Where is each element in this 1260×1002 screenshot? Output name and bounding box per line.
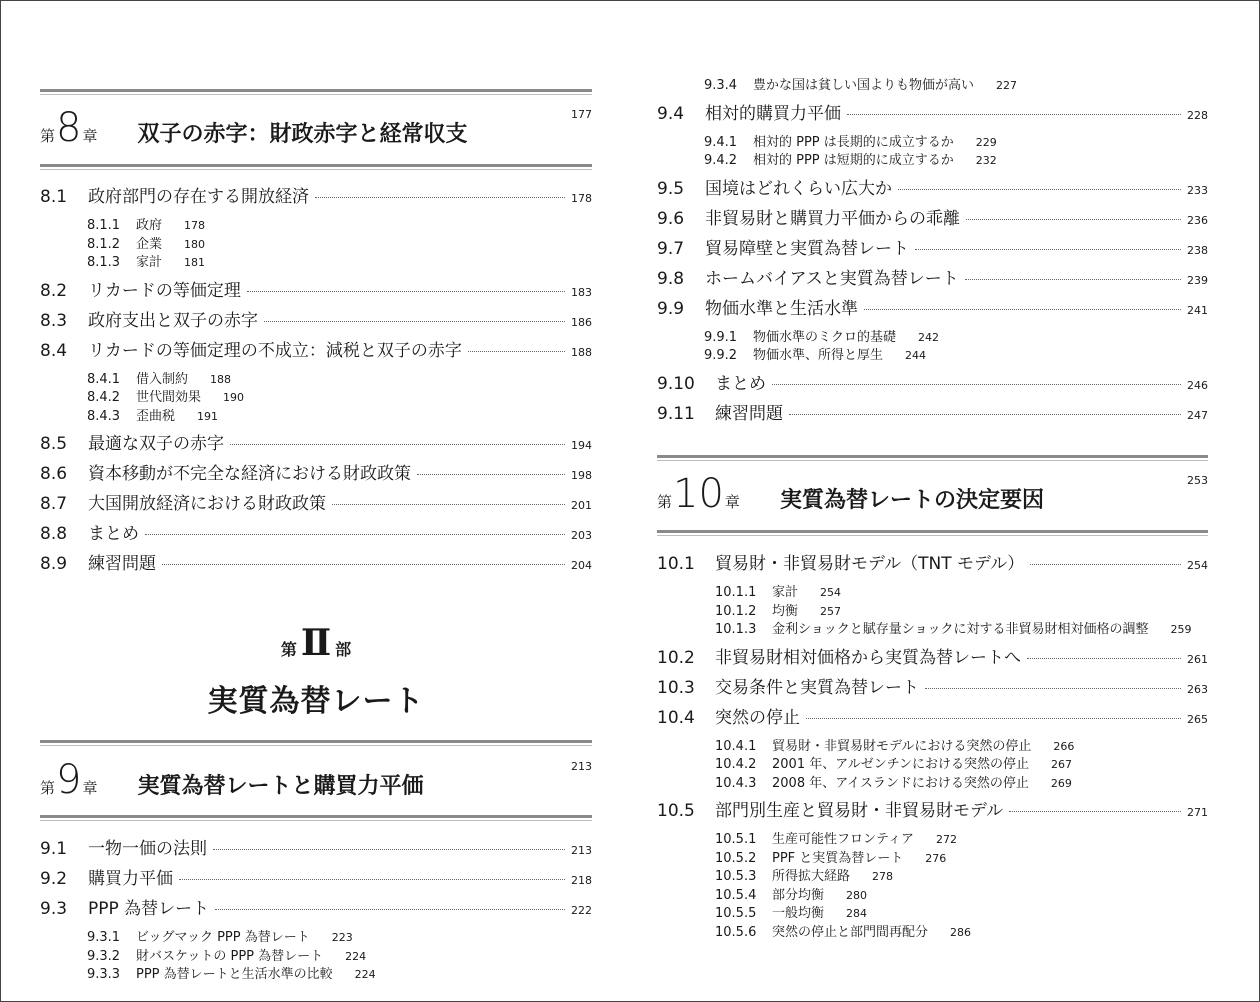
subsection-list	[657, 129, 1208, 174]
section-page: 241	[1187, 303, 1208, 317]
subsection-number: 8.4.1	[87, 371, 121, 387]
subsection-title: 所得拡大経路	[772, 869, 851, 884]
toc-block	[657, 796, 1208, 939]
section-number: 9.9	[657, 298, 685, 319]
toc-subsection[interactable]	[87, 368, 592, 387]
chapter-page: 177	[571, 108, 592, 121]
subsection-number: 10.5.6	[715, 924, 757, 940]
toc-section[interactable]	[40, 864, 592, 894]
toc-subsection[interactable]	[715, 884, 1208, 903]
chapter-rule	[657, 530, 1208, 536]
subsection-title: 相対的 PPP は短期的に成立するか	[753, 153, 954, 168]
toc-section[interactable]	[657, 399, 1208, 429]
chapter-prefix: 第	[657, 493, 673, 511]
chapter-number: 8	[56, 105, 82, 151]
part-title: 実質為替レート	[207, 684, 425, 719]
section-page: 183	[571, 285, 592, 299]
dot-leader	[864, 309, 1181, 310]
subsection-number: 10.5.3	[715, 869, 757, 884]
chapter-heading-10	[657, 471, 1208, 517]
section-number: 9.4	[657, 103, 685, 124]
section-title: 政府支出と双子の赤字	[88, 310, 258, 331]
chapter-page: 253	[1187, 474, 1208, 487]
section-page: 204	[571, 559, 592, 572]
section-number: 10.4	[657, 707, 695, 728]
subsection-page: 180	[184, 237, 206, 251]
subsection-page: 242	[918, 330, 940, 344]
section-title: 交易条件と実質為替レート	[715, 677, 919, 698]
toc-section[interactable]	[657, 369, 1208, 399]
section-number: 10.5	[657, 801, 695, 821]
subsection-page: 178	[184, 219, 206, 232]
toc-subsection[interactable]	[715, 865, 1208, 884]
toc-block	[40, 336, 592, 430]
subsection-page: 190	[223, 391, 245, 404]
chapter-suffix: 章	[82, 127, 98, 145]
subsection-number: 10.5.1	[715, 832, 757, 847]
section-title: PPP 為替レート	[88, 899, 210, 919]
section-title: 購買力平価	[88, 869, 173, 889]
subsection-title: 世代間効果	[136, 390, 202, 405]
section-number: 9.5	[657, 178, 685, 199]
dot-leader	[806, 718, 1181, 719]
section-page: 246	[1187, 378, 1208, 392]
toc-subsection[interactable]	[87, 963, 592, 982]
chapter-title: 双子の赤字：財政赤字と経常収支	[137, 122, 468, 147]
chapter-number: 10	[673, 471, 724, 517]
toc-section[interactable]	[40, 519, 592, 549]
subsection-number: 9.3.2	[87, 948, 121, 964]
toc-subsection[interactable]	[715, 828, 1208, 847]
subsection-number: 8.1.3	[87, 255, 121, 270]
section-page: 198	[571, 469, 592, 482]
dot-leader	[468, 351, 565, 352]
subsection-page: 269	[1050, 776, 1072, 790]
subsection-title: 均衡	[772, 603, 799, 619]
section-title: 物価水準と生活水準	[705, 298, 858, 319]
section-title: 大国開放経済における財政政策	[88, 494, 326, 514]
section-page: 239	[1187, 273, 1208, 287]
section-number: 9.8	[657, 268, 685, 289]
section-number: 10.2	[657, 647, 695, 668]
part-prefix: 第	[280, 640, 297, 659]
toc-list-ch8	[40, 182, 592, 579]
section-number: 8.2	[40, 280, 68, 301]
toc-section[interactable]	[40, 182, 592, 212]
toc-section[interactable]	[657, 174, 1208, 204]
subsection-title: 生産可能性フロンティア	[772, 832, 914, 847]
toc-block	[657, 703, 1208, 797]
toc-list-ch10	[657, 549, 1208, 939]
subsection-number: 9.4.2	[704, 153, 738, 168]
part-heading	[40, 622, 592, 664]
subsection-title: 部分均衡	[772, 887, 825, 903]
subsection-title: 家計	[136, 255, 163, 270]
toc-subsection[interactable]	[87, 405, 592, 424]
subsection-number: 10.1.3	[715, 622, 757, 637]
toc-section[interactable]	[40, 276, 592, 306]
dot-leader	[417, 474, 565, 475]
subsection-page: 278	[872, 870, 894, 883]
section-page: 178	[571, 192, 592, 205]
section-number: 8.9	[40, 554, 68, 574]
dot-leader	[213, 849, 565, 850]
dot-leader	[179, 879, 565, 880]
chapter-page: 213	[571, 760, 592, 773]
subsection-title: 企業	[136, 236, 163, 252]
toc-subsection[interactable]	[87, 386, 592, 405]
section-page: 186	[571, 315, 592, 329]
subsection-page: 267	[1051, 758, 1073, 771]
toc-section[interactable]	[40, 306, 592, 336]
dot-leader	[915, 249, 1181, 250]
section-title: リカードの等価定理の不成立：減税と双子の赤字	[88, 340, 462, 361]
dot-leader	[230, 444, 565, 445]
toc-section[interactable]	[657, 549, 1208, 579]
dot-leader	[925, 688, 1181, 689]
subsection-page: 224	[345, 949, 367, 963]
chapter-prefix: 第	[40, 127, 56, 145]
section-number: 8.1	[40, 187, 68, 207]
toc-section[interactable]	[657, 703, 1208, 733]
section-title: 政府部門の存在する開放経済	[88, 187, 309, 207]
subsection-page: 259	[1170, 623, 1192, 636]
subsection-page: 257	[820, 604, 842, 618]
toc-section[interactable]	[657, 673, 1208, 703]
chapter-number: 9	[56, 757, 82, 803]
toc-subsection[interactable]	[704, 344, 1208, 363]
subsection-title: 豊かな国は貧しい国よりも物価が高い	[753, 78, 975, 93]
section-title: 貿易財・非貿易財モデル（TNT モデル）	[715, 554, 1025, 574]
subsection-page: 286	[950, 925, 972, 939]
section-number: 8.3	[40, 310, 68, 331]
toc-section[interactable]	[40, 834, 592, 864]
toc-subsection[interactable]	[715, 847, 1208, 866]
toc-section[interactable]	[40, 894, 592, 924]
subsection-page: 266	[1053, 739, 1075, 753]
toc-list-ch9-cont	[657, 74, 1208, 429]
subsection-list	[657, 324, 1208, 369]
section-title: 貿易障壁と実質為替レート	[705, 238, 909, 259]
subsection-number: 9.9.1	[704, 329, 738, 345]
subsection-title: 金利ショックと賦存量ショックに対する非貿易財相対価格の調整	[772, 622, 1149, 637]
subsection-page: 181	[184, 256, 206, 269]
toc-block	[40, 182, 592, 276]
toc-subsection[interactable]	[87, 233, 592, 252]
subsection-title: ビッグマック PPP 為替レート	[136, 930, 310, 945]
dot-leader	[789, 414, 1181, 415]
toc-subsection[interactable]	[87, 214, 592, 233]
subsection-page: 224	[354, 968, 376, 981]
toc-subsection[interactable]	[87, 945, 592, 964]
chapter-rule	[40, 164, 592, 170]
section-number: 8.8	[40, 524, 68, 544]
subsection-title: 財バスケットの PPP 為替レート	[136, 948, 324, 964]
dot-leader	[145, 534, 565, 535]
subsection-number: 8.1.1	[87, 218, 121, 233]
section-title: 練習問題	[715, 403, 783, 424]
subsection-number: 10.5.2	[715, 850, 757, 866]
section-number: 10.1	[657, 554, 695, 574]
subsection-title: 貿易財・非貿易財モデルにおける突然の停止	[772, 738, 1032, 754]
toc-block	[657, 549, 1208, 643]
subsection-list	[657, 579, 1208, 643]
subsection-title: 相対的 PPP は長期的に成立するか	[753, 134, 954, 150]
toc-block	[657, 99, 1208, 174]
toc-subsection[interactable]	[87, 251, 592, 270]
section-number: 9.7	[657, 238, 685, 259]
section-page: 263	[1187, 682, 1208, 696]
subsection-number: 9.3.3	[87, 967, 121, 982]
section-title: 国境はどれくらい広大か	[705, 178, 892, 199]
subsection-page: 254	[820, 586, 842, 599]
dot-leader	[1027, 658, 1181, 659]
chapter-heading-8	[40, 105, 592, 151]
toc-subsection[interactable]	[704, 326, 1208, 345]
section-title: 非貿易財相対価格から実質為替レートへ	[715, 647, 1021, 668]
chapter-suffix: 章	[724, 493, 740, 511]
section-page: 201	[571, 499, 592, 512]
toc-section[interactable]	[657, 796, 1208, 826]
section-page: 222	[571, 904, 592, 917]
toc-section[interactable]	[657, 294, 1208, 324]
subsection-title: PPF と実質為替レート	[772, 850, 904, 866]
dot-leader	[315, 197, 565, 198]
toc-subsection[interactable]	[715, 618, 1208, 637]
section-title: 一物一価の法則	[88, 839, 207, 859]
toc-section[interactable]	[657, 99, 1208, 129]
toc-section[interactable]	[657, 204, 1208, 234]
dot-leader	[215, 909, 565, 910]
section-number: 8.7	[40, 494, 68, 514]
chapter-title: 実質為替レートと購買力平価	[137, 774, 424, 799]
section-number: 8.4	[40, 340, 68, 361]
subsection-page: 276	[925, 851, 947, 865]
subsection-title: 一般均衡	[772, 906, 825, 921]
section-page: 265	[1187, 712, 1208, 726]
chapter-title: 実質為替レートの決定要因	[779, 488, 1044, 513]
subsection-page: 284	[846, 907, 868, 920]
subsection-number: 10.4.3	[715, 775, 757, 791]
toc-list-ch9	[40, 834, 592, 982]
section-page: 254	[1187, 559, 1208, 572]
dot-leader	[332, 504, 565, 505]
toc-block	[40, 894, 592, 982]
section-number: 10.3	[657, 677, 695, 698]
subsection-title: 家計	[772, 585, 799, 600]
chapter-prefix: 第	[40, 779, 56, 797]
subsection-title: 物価水準、所得と厚生	[753, 348, 884, 363]
toc-subsection[interactable]	[715, 581, 1208, 600]
toc-subsection[interactable]	[715, 921, 1208, 940]
chapter-suffix: 章	[82, 779, 98, 797]
dot-leader	[264, 321, 565, 322]
section-page: 213	[571, 844, 592, 857]
section-page: 218	[571, 874, 592, 887]
dot-leader	[965, 279, 1181, 280]
dot-leader	[1030, 564, 1181, 565]
section-number: 9.10	[657, 373, 695, 394]
toc-subsection[interactable]	[704, 131, 1208, 150]
toc-section[interactable]	[657, 234, 1208, 264]
section-title: まとめ	[88, 524, 139, 544]
subsection-number: 9.9.2	[704, 348, 738, 363]
section-title: 相対的購買力平価	[705, 103, 841, 124]
subsection-title: 歪曲税	[136, 408, 176, 424]
toc-subsection[interactable]	[715, 753, 1208, 772]
subsection-list	[40, 366, 592, 430]
subsection-title: 突然の停止と部門間再配分	[772, 924, 929, 940]
subsection-number: 9.3.1	[87, 930, 121, 945]
section-page: 233	[1187, 183, 1208, 197]
section-page: 247	[1187, 408, 1208, 422]
subsection-title: 2008 年、アイスランドにおける突然の停止	[772, 775, 1029, 791]
toc-section[interactable]	[40, 336, 592, 366]
section-title: 部門別生産と貿易財・非貿易財モデル	[715, 801, 1004, 821]
part-suffix: 部	[335, 640, 352, 659]
toc-section[interactable]	[40, 489, 592, 519]
dot-leader	[247, 291, 565, 292]
toc-subsection[interactable]	[715, 600, 1208, 619]
subsection-page: 223	[331, 931, 353, 944]
subsection-page: 272	[935, 833, 957, 846]
subsection-list	[40, 212, 592, 276]
chapter-rule	[40, 89, 592, 95]
section-page: 194	[571, 439, 592, 452]
chapter-rule	[657, 455, 1208, 461]
subsection-number: 10.5.4	[715, 887, 757, 903]
subsection-number: 10.4.1	[715, 738, 757, 754]
subsection-list	[657, 826, 1208, 939]
toc-subsection[interactable]	[87, 926, 592, 945]
subsection-number: 8.4.3	[87, 408, 121, 424]
subsection-number: 8.1.2	[87, 236, 121, 252]
section-title: 突然の停止	[715, 707, 800, 728]
subsection-title: PPP 為替レートと生活水準の比較	[136, 967, 333, 982]
subsection-title: 2001 年、アルゼンチンにおける突然の停止	[772, 757, 1030, 772]
section-title: 非貿易財と購買力平価からの乖離	[705, 208, 960, 229]
section-number: 9.1	[40, 839, 68, 859]
subsection-page: 232	[975, 154, 997, 167]
section-title: まとめ	[715, 373, 766, 394]
toc-section[interactable]	[40, 549, 592, 579]
subsection-title: 借入制約	[136, 371, 189, 387]
dot-leader	[772, 384, 1181, 385]
subsection-number: 10.1.2	[715, 603, 757, 619]
toc-section[interactable]	[657, 264, 1208, 294]
section-page: 236	[1187, 213, 1208, 227]
subsection-number: 10.1.1	[715, 585, 757, 600]
section-page: 188	[571, 345, 592, 359]
section-title: 資本移動が不完全な経済における財政政策	[88, 464, 411, 484]
section-page: 238	[1187, 243, 1208, 257]
section-number: 9.11	[657, 403, 695, 424]
dot-leader	[966, 219, 1181, 220]
subsection-page: 227	[996, 79, 1018, 92]
part-number: Ⅱ	[300, 622, 332, 664]
toc-section[interactable]	[657, 643, 1208, 673]
dot-leader	[162, 564, 565, 565]
section-page: 228	[1187, 108, 1208, 122]
subsection-number: 8.4.2	[87, 390, 121, 405]
section-page: 203	[571, 529, 592, 542]
subsection-title: 政府	[136, 218, 163, 233]
subsection-page: 280	[846, 888, 868, 902]
section-title: リカードの等価定理	[88, 280, 241, 301]
subsection-list	[40, 924, 592, 982]
chapter-heading-9	[40, 757, 592, 803]
section-number: 9.2	[40, 869, 68, 889]
dot-leader	[1009, 811, 1181, 812]
toc-section[interactable]	[40, 459, 592, 489]
section-number: 8.5	[40, 434, 68, 454]
subsection-page: 244	[905, 349, 927, 362]
chapter-rule	[40, 740, 592, 746]
dot-leader	[898, 189, 1181, 190]
toc-block	[657, 294, 1208, 369]
chapter-rule	[40, 815, 592, 821]
section-number: 9.3	[40, 899, 68, 919]
toc-subsection[interactable]	[715, 735, 1208, 754]
toc-subsection[interactable]	[715, 772, 1208, 791]
subsection-number: 9.3.4	[704, 78, 738, 93]
subsection-number: 10.4.2	[715, 757, 757, 772]
subsection-page: 229	[975, 135, 997, 149]
subsection-list	[657, 733, 1208, 797]
section-title: 練習問題	[88, 554, 156, 574]
subsection-page: 188	[210, 372, 232, 386]
section-title: ホームバイアスと実質為替レート	[705, 268, 959, 289]
toc-section[interactable]	[40, 429, 592, 459]
toc-subsection[interactable]	[715, 902, 1208, 921]
subsection-number: 10.5.5	[715, 906, 757, 921]
subsection-title: 物価水準のミクロ的基礎	[753, 329, 897, 345]
subsection-page: 191	[197, 409, 219, 423]
section-number: 9.6	[657, 208, 685, 229]
section-number: 8.6	[40, 464, 68, 484]
section-page: 261	[1187, 652, 1208, 666]
toc-subsection[interactable]	[657, 74, 1208, 93]
dot-leader	[847, 114, 1181, 115]
subsection-number: 9.4.1	[704, 134, 738, 150]
toc-subsection[interactable]	[704, 149, 1208, 168]
section-title: 最適な双子の赤字	[88, 434, 224, 454]
section-page: 271	[1187, 806, 1208, 819]
